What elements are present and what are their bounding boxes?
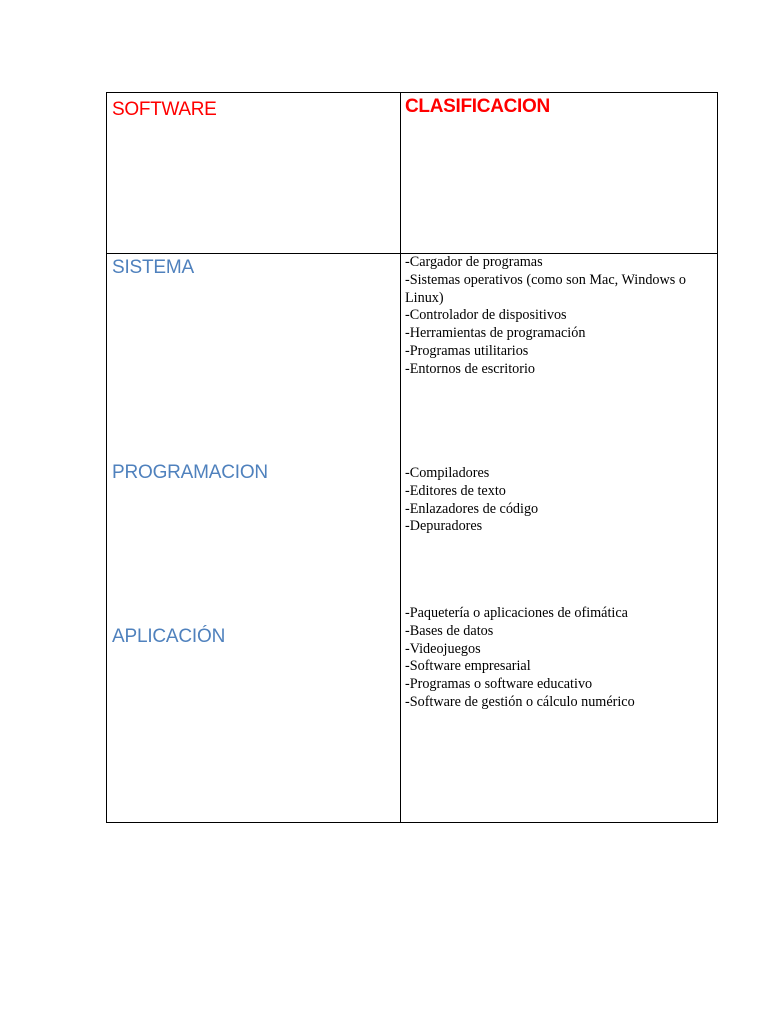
list-item: -Enlazadores de código [405, 500, 539, 517]
column-divider [400, 93, 401, 822]
list-item: -Depuradores [405, 518, 483, 535]
list-item: -Entornos de escritorio [405, 360, 536, 377]
software-classification-table [106, 92, 718, 823]
list-item: -Sistemas operativos (como son Mac, Windows o Linux) [405, 271, 686, 306]
list-aplicacion [405, 605, 715, 712]
list-item: -Cargador de programas [405, 254, 543, 270]
list-item: -Software de gestión o cálculo numérico [405, 693, 635, 710]
category-sistema: SISTEMA [112, 257, 195, 278]
header-clasificacion: CLASIFICACION [405, 96, 550, 117]
list-item: -Bases de datos [405, 622, 494, 639]
list-sistema [405, 254, 715, 379]
list-programacion [405, 465, 715, 536]
category-aplicacion: APLICACIÓN [112, 626, 226, 647]
list-item: -Software empresarial [405, 658, 531, 675]
list-item: -Editores de texto [405, 482, 506, 499]
list-item: -Paquetería o aplicaciones de ofimática [405, 605, 628, 621]
list-item: -Programas utilitarios [405, 342, 529, 359]
list-item: -Videojuegos [405, 640, 481, 657]
list-item: -Controlador de dispositivos [405, 307, 567, 324]
list-item: -Compiladores [405, 465, 490, 481]
list-item: -Herramientas de programación [405, 325, 586, 342]
list-item: -Programas o software educativo [405, 676, 593, 693]
category-programacion: PROGRAMACION [112, 462, 268, 483]
header-software: SOFTWARE [112, 99, 217, 120]
